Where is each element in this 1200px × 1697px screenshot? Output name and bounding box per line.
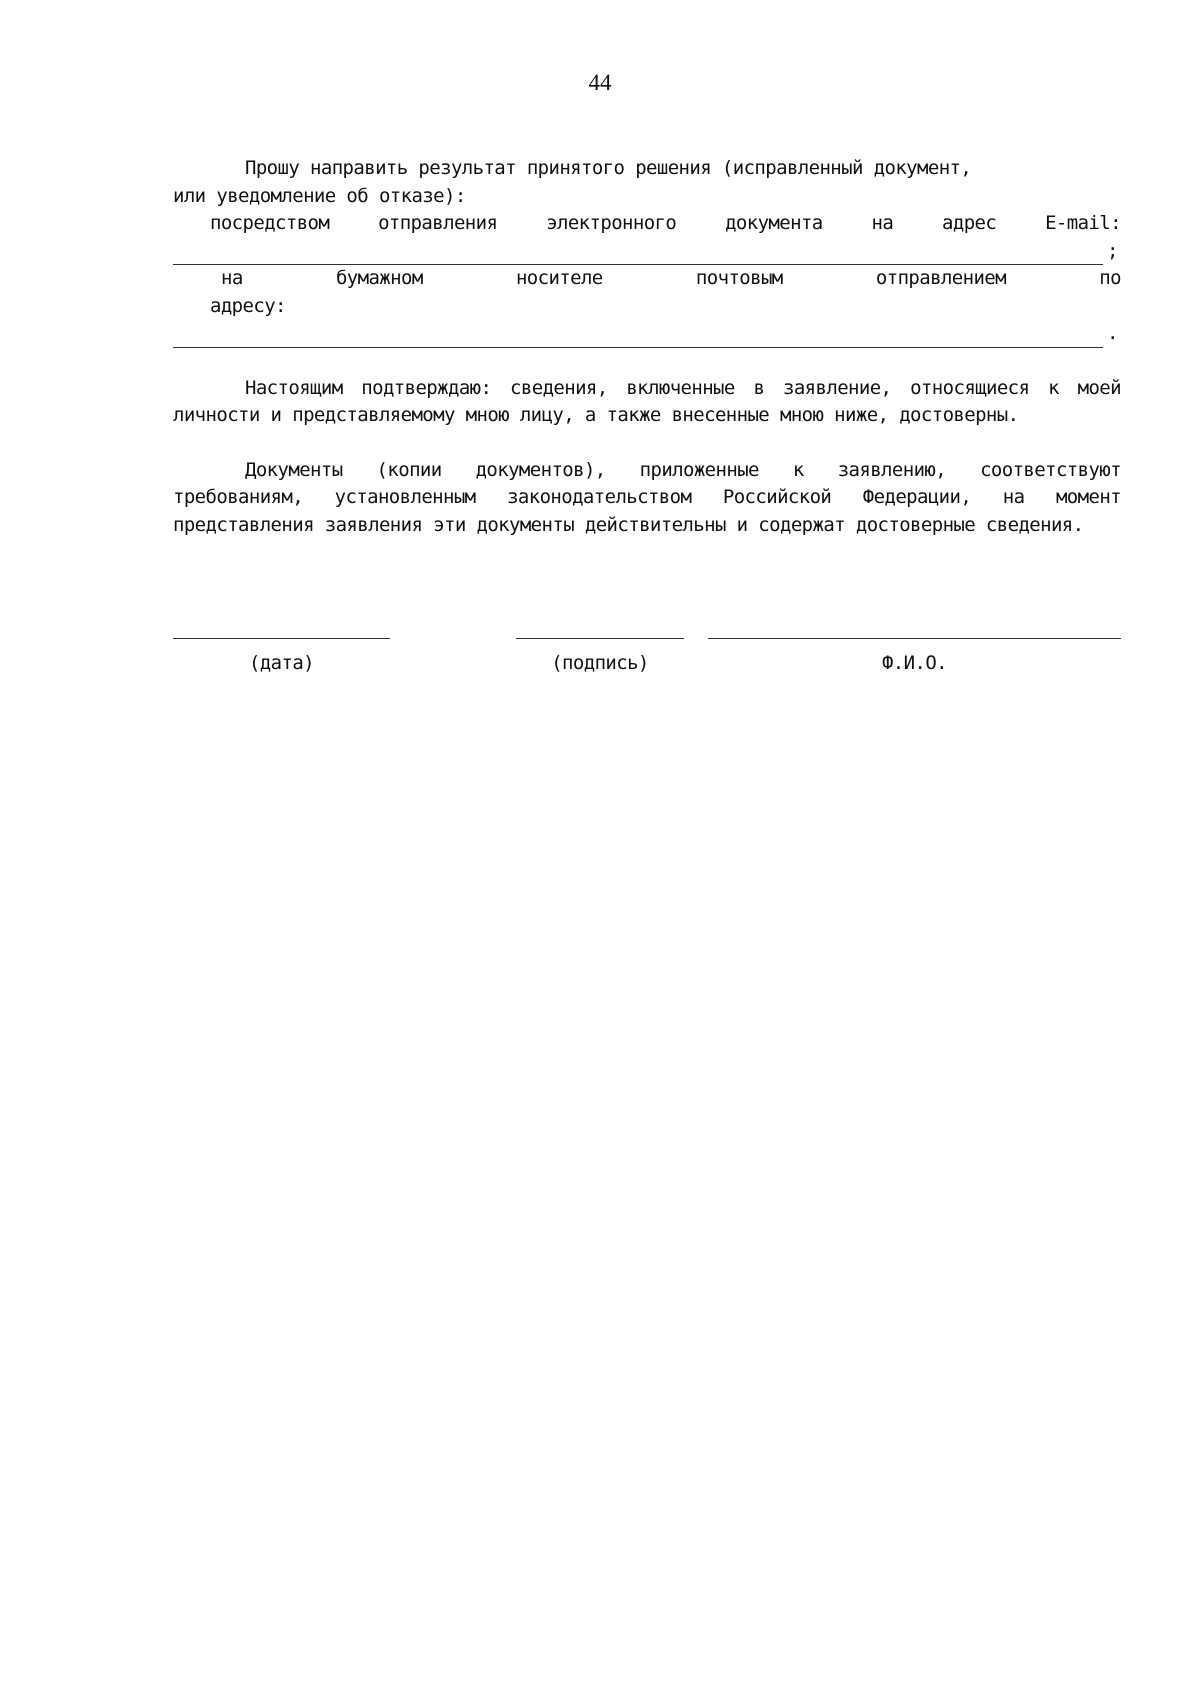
email-address-line xyxy=(173,238,1121,266)
paper-word: на xyxy=(221,267,243,289)
paper-word: бумажном xyxy=(335,267,423,289)
paper-word: по xyxy=(1099,267,1121,289)
request-text-line-1: Прошу направить результат принятого решения (исправленный документ, xyxy=(245,157,972,179)
paper-word: отправлением xyxy=(875,267,1006,289)
email-address-field[interactable] xyxy=(173,244,1103,265)
paper-option-line xyxy=(173,265,1121,293)
email-word: отправления xyxy=(378,212,498,234)
email-word: E-mail: xyxy=(1045,212,1121,234)
email-word: электронного xyxy=(546,212,677,234)
signature-rule xyxy=(516,638,684,639)
request-section xyxy=(173,155,1121,348)
full-name-field[interactable] xyxy=(708,638,1121,674)
paper-word: носителе xyxy=(515,267,603,289)
request-text-line-2: или уведомление об отказе): xyxy=(173,184,466,207)
page-number: 44 xyxy=(588,70,612,95)
email-word: документа xyxy=(725,212,823,234)
postal-terminator: . xyxy=(1107,322,1118,344)
email-terminator: ; xyxy=(1107,239,1118,262)
email-word: посредством xyxy=(210,212,330,234)
postal-address-field[interactable] xyxy=(173,327,1103,348)
signature-field[interactable] xyxy=(516,638,684,674)
paper-address-label: адресу: xyxy=(210,294,286,317)
documents-paragraph: Документы (копии документов), приложенные к заявлению, соответствуют требованиям, установленным законодательством Российской Федерации, на момент представления заявления эти документы действительны и содержат достоверные сведения. xyxy=(173,458,1121,536)
paper-word: почтовым xyxy=(695,267,783,289)
email-word: адрес xyxy=(942,212,997,234)
date-rule xyxy=(173,638,390,639)
postal-address-line xyxy=(173,320,1121,348)
full-name-rule xyxy=(708,638,1121,639)
date-label: (дата) xyxy=(248,652,315,674)
date-field[interactable] xyxy=(173,638,390,674)
confirmation-paragraph: Настоящим подтверждаю: сведения, включенные в заявление, относящиеся к моей личности и представляемому мною лицу, а также внесенные мною ниже, достоверны. xyxy=(173,376,1121,426)
request-line-1 xyxy=(173,155,1121,183)
document-body xyxy=(173,155,1121,539)
email-word: на xyxy=(871,212,894,234)
full-name-label: Ф.И.О. xyxy=(881,652,948,674)
signature-label: (подпись) xyxy=(551,652,649,674)
signature-block xyxy=(173,638,1121,678)
email-option-line xyxy=(173,210,1121,238)
